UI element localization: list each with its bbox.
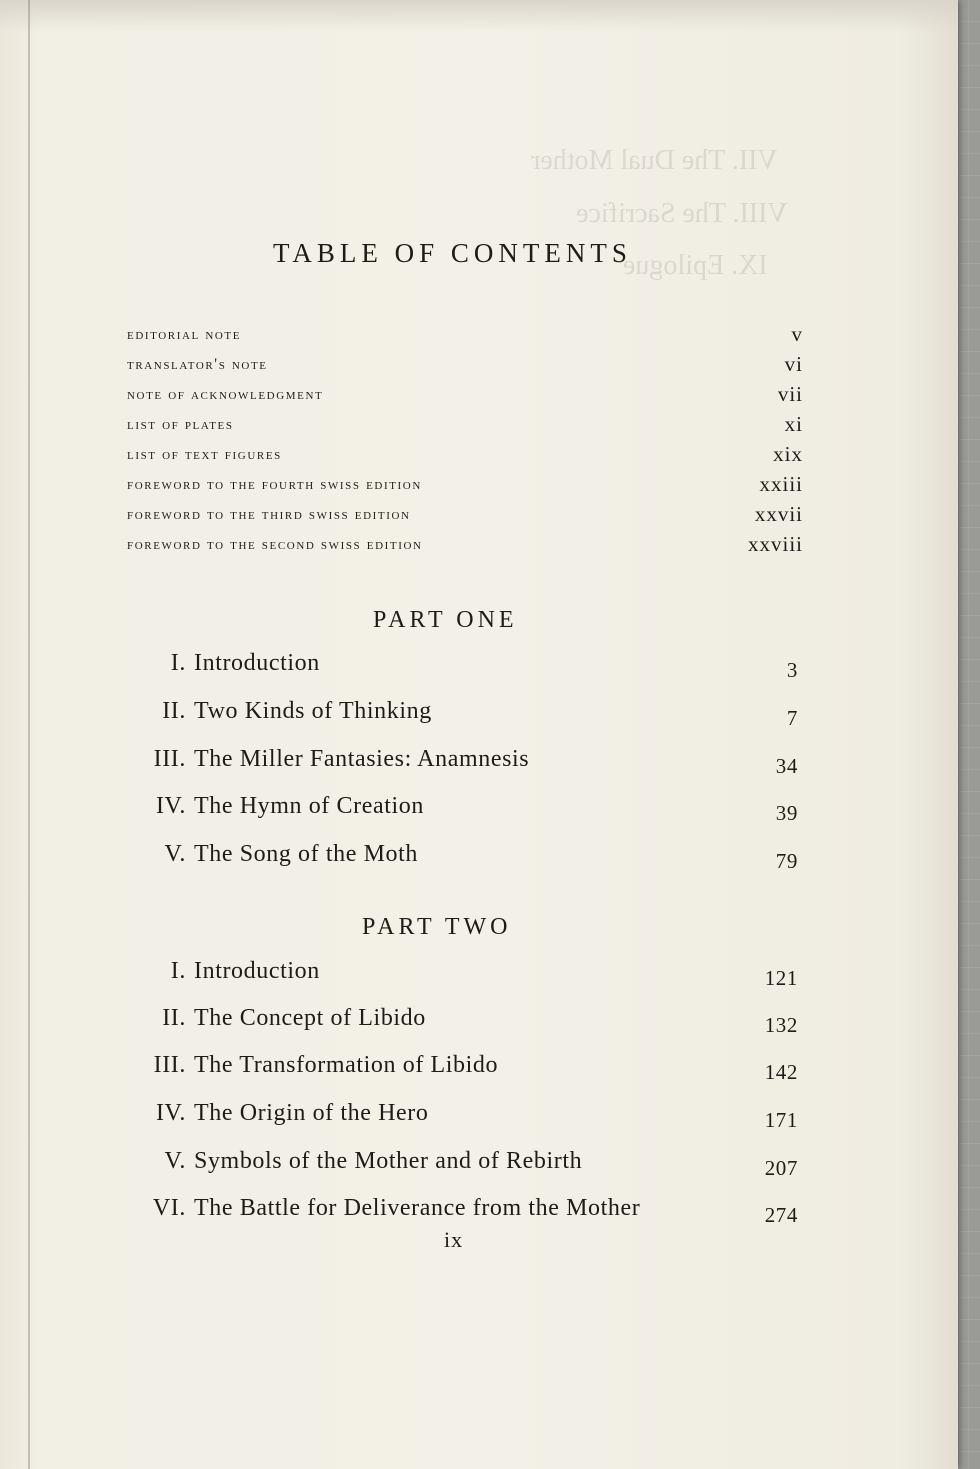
front-matter-entry — [127, 442, 803, 468]
entry-page: v — [791, 322, 803, 346]
chapter-page: 171 — [764, 1108, 798, 1132]
chapter-title: Introduction — [194, 958, 320, 984]
chapter-title: Symbols of the Mother and of Rebirth — [194, 1148, 583, 1174]
front-matter-entry — [127, 382, 803, 408]
page-folio: ix — [444, 1227, 464, 1252]
part-two-heading: PART TWO — [362, 914, 512, 940]
chapter-numeral: II. — [162, 1005, 186, 1031]
chapter-numeral: I. — [170, 650, 186, 676]
front-matter-entry — [127, 412, 803, 438]
chapter-numeral: III. — [153, 1052, 186, 1078]
chapter-title: Introduction — [194, 650, 320, 676]
entry-page: xxvii — [754, 502, 803, 526]
front-matter-entry — [127, 472, 803, 498]
entry-label: foreword to the third swiss edition — [127, 506, 411, 523]
chapter-numeral: V. — [164, 1148, 186, 1174]
chapter-entry — [120, 1052, 798, 1086]
chapter-entry — [120, 1100, 798, 1134]
chapter-entry — [120, 793, 798, 827]
chapter-numeral: V. — [164, 841, 186, 867]
chapter-numeral: I. — [170, 958, 186, 984]
chapter-entry — [120, 698, 798, 732]
chapter-page: 121 — [764, 966, 798, 990]
front-matter-entry — [127, 502, 803, 528]
entry-label: foreword to the second swiss edition — [127, 536, 423, 553]
chapter-entry — [120, 1148, 798, 1182]
show-through-text: VIII. The Sacrifice — [576, 198, 788, 229]
front-matter-entry — [127, 352, 803, 378]
entry-page: vii — [777, 382, 803, 406]
chapter-numeral: II. — [162, 698, 186, 724]
chapter-title: The Transformation of Libido — [194, 1052, 499, 1078]
chapter-entry — [120, 1005, 798, 1039]
entry-page: xi — [784, 412, 803, 436]
chapter-numeral: IV. — [155, 1100, 186, 1126]
chapter-entry — [120, 1195, 798, 1229]
entry-page: xxiii — [759, 472, 803, 496]
chapter-title: The Concept of Libido — [194, 1005, 426, 1031]
chapter-title: The Hymn of Creation — [194, 793, 424, 819]
chapter-title: Two Kinds of Thinking — [194, 698, 432, 724]
chapter-page: 7 — [786, 706, 798, 730]
entry-label: translator's note — [127, 356, 268, 373]
front-matter-entry — [127, 532, 803, 558]
chapter-page: 79 — [775, 849, 798, 873]
chapter-entry — [120, 841, 798, 875]
chapter-title: The Song of the Moth — [194, 841, 418, 867]
chapter-entry — [120, 958, 798, 992]
show-through-text: VII. The Dual Mother — [531, 145, 778, 176]
chapter-numeral: IV. — [155, 793, 186, 819]
chapter-page: 207 — [764, 1156, 798, 1180]
chapter-page: 132 — [764, 1013, 798, 1037]
entry-label: note of acknowledgment — [127, 386, 324, 403]
entry-page: xxviii — [747, 532, 803, 556]
chapter-numeral: VI. — [152, 1195, 186, 1221]
page-gutter-line — [28, 0, 30, 1469]
chapter-page: 34 — [775, 754, 798, 778]
chapter-title: The Battle for Deliverance from the Mother — [194, 1195, 641, 1221]
entry-page: vi — [784, 352, 803, 376]
chapter-page: 39 — [775, 801, 798, 825]
show-through-text: IX. Epilogue — [623, 250, 768, 281]
toc-title: TABLE OF CONTENTS — [273, 238, 632, 268]
page-top-shadow — [0, 0, 958, 32]
front-matter-entry — [127, 322, 803, 348]
entry-label: editorial note — [127, 326, 242, 343]
chapter-numeral: III. — [153, 746, 186, 772]
entry-label: foreword to the fourth swiss edition — [127, 476, 422, 493]
chapter-page: 3 — [786, 658, 798, 682]
chapter-page: 142 — [764, 1060, 798, 1084]
entry-label: list of plates — [127, 416, 234, 433]
chapter-entry — [120, 746, 798, 780]
chapter-page: 274 — [764, 1203, 798, 1227]
chapter-entry — [120, 650, 798, 684]
chapter-title: The Miller Fantasies: Anamnesis — [194, 746, 530, 772]
chapter-title: The Origin of the Hero — [194, 1100, 429, 1126]
entry-page: xix — [773, 442, 803, 466]
part-one-heading: PART ONE — [373, 607, 518, 633]
entry-label: list of text figures — [127, 446, 282, 463]
